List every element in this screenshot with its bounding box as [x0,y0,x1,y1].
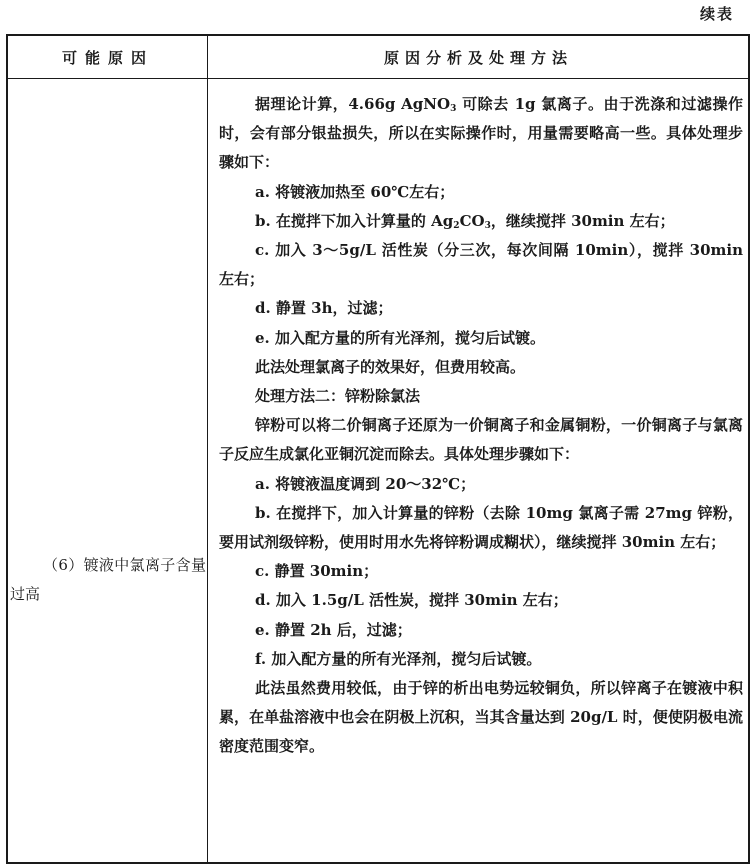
analysis-cell [219,90,743,762]
step-item: b. 在搅拌下，加入计算量的锌粉（去除 10mg 氯离子需 27mg 锌粉，要用试剂级锌粉，使用时用水先将锌粉调成糊状），继续搅拌 30min 左右； [219,503,743,552]
paragraph: 锌粉可以将二价铜离子还原为一价铜离子和金属铜粉，一价铜离子与氯离子反应生成氯化亚铜沉淀而除去。具体处理步骤如下： [219,416,743,464]
header-possible-cause: 可能原因 [61,49,154,67]
table [6,34,750,864]
step-item: a. 将镀液温度调到 20～32℃； [255,474,476,493]
step-item: d. 静置 3h，过滤； [255,299,393,318]
continued-table-label: 续表 [699,5,734,23]
cause-text: （6）镀液中氯离子含量过高 [10,556,206,603]
step-item: f. 加入配方量的所有光泽剂，搅匀后试镀。 [255,649,542,668]
header-analysis-method: 原因分析及处理方法 [383,49,573,67]
paragraph: 此法虽然费用较低，由于锌的析出电势远较铜负，所以锌离子在镀液中积累，在单盐溶液中也会在阴极上沉积，当其含量达到 20g/L 时，便使阴极电流密度范围变窄。 [219,679,743,756]
column-divider [207,36,208,862]
step-item: e. 静置 2h 后，过滤； [255,620,412,639]
method-subheading: 处理方法二：锌粉除氯法 [255,387,421,406]
step-item: d. 加入 1.5g/L 活性炭，搅拌 30min 左右； [255,591,568,610]
step-item: b. 在搅拌下加入计算量的 $Ag_2CO_3$，继续搅拌 30min 左右； [255,211,675,231]
table-header [8,36,748,79]
paragraph: 据理论计算，4.66g AgNO$_3$ 可除去 1g 氯离子。由于洗涤和过滤操作时，会有部分银盐损失，所以在实际操作时，用量需要略高一些。具体处理步骤如下： [219,95,744,172]
step-item: a. 将镀液加热至 60℃左右； [255,182,455,201]
cause-cell [10,551,206,609]
step-item: c. 静置 30min； [255,562,379,581]
step-item: c. 加入 3～5g/L 活性炭（分三次，每次间隔 10min），搅拌 30min 左右； [219,241,743,289]
paragraph: 此法处理氯离子的效果好，但费用较高。 [255,357,526,376]
step-item: e. 加入配方量的所有光泽剂，搅匀后试镀。 [255,328,545,347]
